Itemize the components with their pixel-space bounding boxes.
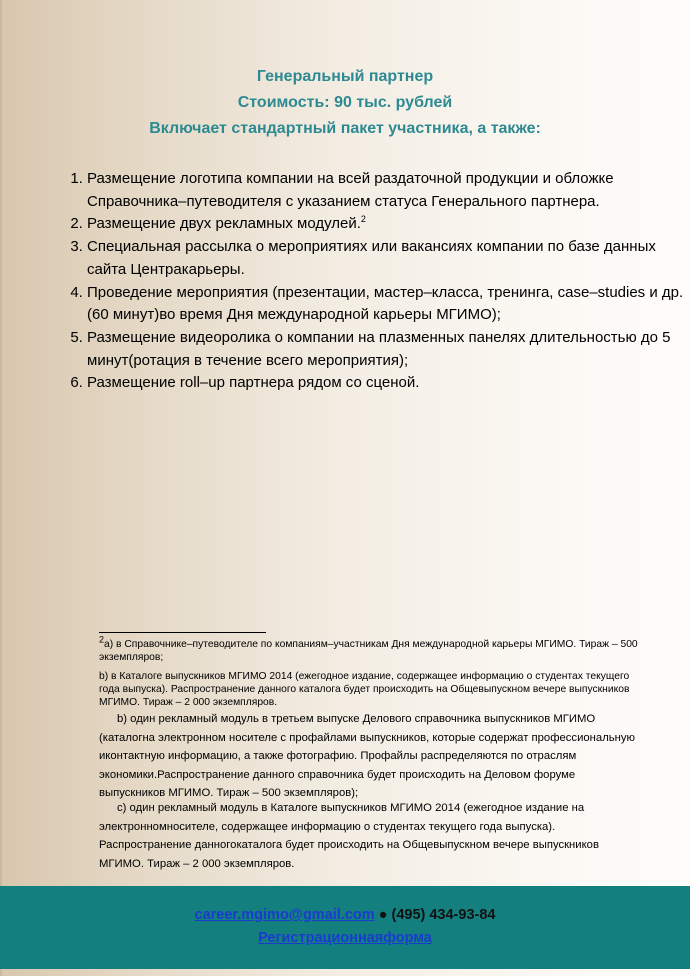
bullet-separator: ● bbox=[378, 907, 388, 923]
list-item: 1. Размещение логотипа компании на всей раздаточной продукции и обложке Справочника–путеводителя с указанием статуса Генерального партнера. bbox=[87, 168, 687, 213]
includes-line: Включает стандартный пакет участника, а также: bbox=[149, 120, 541, 137]
list-item: 5. Размещение видеоролика о компании на плазменных панелях длительностью до 5 минут(ротация в течение всего мероприятия); bbox=[87, 327, 687, 372]
phone-number: (495) 434-93-84 bbox=[391, 907, 496, 923]
footnote-separator bbox=[99, 632, 266, 633]
list-item: 4. Проведение мероприятия (презентации, мастер–класса, тренинга, case–studies и др. (60 минут)во время Дня международной карьеры МГИМО); bbox=[87, 282, 687, 327]
registration-form-link[interactable]: Регистрационнаяформа bbox=[258, 930, 432, 946]
footer-contacts bbox=[0, 907, 690, 923]
footer-registration bbox=[0, 930, 690, 946]
footnote-b-directory: b) один рекламный модуль в третьем выпуске Делового справочника выпускников МГИМО (каталогна электронном носителе с профайлами выпускников, которые содержат профессиональную иконтактную информацию, а также фотографию. Профайлы распределяются по отраслям экономики.Распространение данного справочника будет происходить на Деловом форуме выпускников МГИМО. Тираж – 500 экземпляров); bbox=[99, 713, 636, 800]
list-item: 3. Специальная рассылка о мероприятиях или вакансиях компании по базе данных сайта Центракарьеры. bbox=[87, 236, 687, 281]
footer-band bbox=[0, 886, 690, 969]
footnote-mark: 2 bbox=[99, 634, 105, 645]
footnote-b-catalog: b) в Каталоге выпускников МГИМО 2014 (ежегодное издание, содержащее информацию о студентах текущего года выпуска). Распространение данного каталога будет происходить на Общевыпускном вечере выпускников МГИМО. Тираж – 2 000 экземпляров. bbox=[99, 671, 630, 708]
price-line: Стоимость: 90 тыс. рублей bbox=[237, 94, 453, 111]
footnote-a: $^2$a) в Справочнике–путеводителе по компаниям–участникам Дня международной карьеры МГИМО. Тираж – 500 экземпляров; bbox=[99, 634, 638, 663]
email-link[interactable]: career.mgimo@gmail.com bbox=[194, 907, 375, 923]
list-item: 2. Размещение двух рекламных модулей.$^2$ bbox=[87, 213, 687, 236]
footnote-c: c) один рекламный модуль в Каталоге выпускников МГИМО 2014 (ежегодное издание на электронномносителе, содержащее информацию о студентах текущего года выпуска). Распространение данногокаталога будет происходить на Общевыпускном вечере выпускников МГИМО. Тираж – 2 000 экземпляров. bbox=[99, 802, 599, 870]
list-item: 6. Размещение roll–up партнера рядом со сценой. bbox=[87, 372, 687, 395]
page-title: Генеральный партнер bbox=[256, 68, 434, 85]
footnote-reference[interactable]: 2 bbox=[360, 214, 366, 225]
benefits-list bbox=[60, 168, 687, 395]
page-left-border bbox=[0, 0, 2, 976]
